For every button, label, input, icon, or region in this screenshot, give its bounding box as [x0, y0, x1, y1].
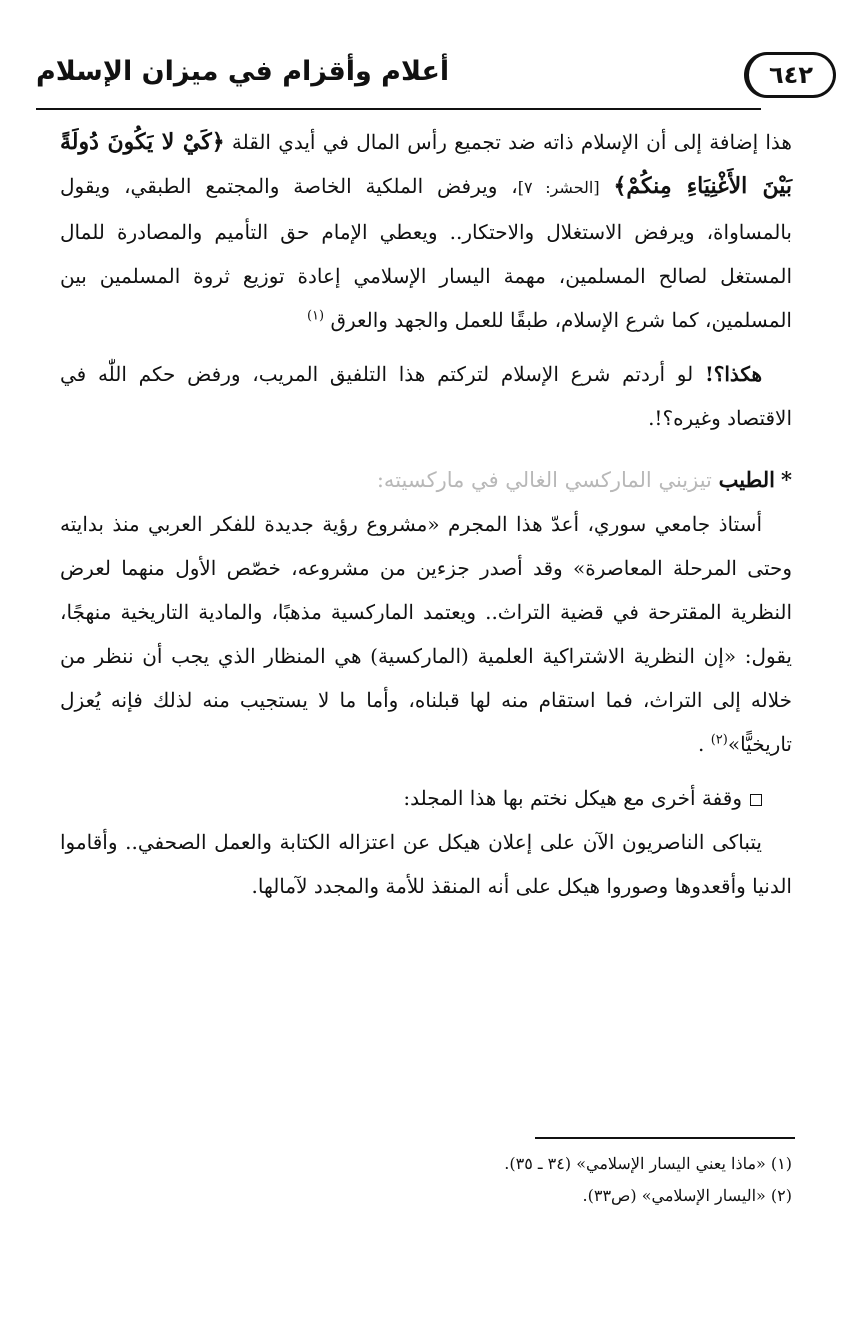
- paragraph-5-text: يتباكى الناصريون الآن على إعلان هيكل عن اعتزاله الكتابة والعمل الصحفي.. وأقاموا الدنيا وأقعدوها وصوروا هيكل على أنه المنقذ للأمة والمجدد لآمالها.: [60, 830, 792, 898]
- paragraph-3: [60, 502, 792, 766]
- footnote-rule: [535, 1137, 795, 1139]
- page-body: [60, 120, 792, 908]
- paragraph-2: [60, 352, 792, 440]
- paragraph-4-text: وقفة أخرى مع هيكل نختم بها هذا المجلد:: [403, 786, 742, 810]
- page-header: [36, 46, 836, 106]
- paragraph-3-text: أستاذ جامعي سوري، أعدّ هذا المجرم «مشروع رؤية جديدة للفكر العربي منذ بدايته وحتى المرحلة المعاصرة» وقد أصدر جزءين من مشروعه، خصّص الأول منهما لعرض النظرية المقترحة في قضية التراث.. ويعتمد الماركسية مذهبًا، والمادية التاريخية منهجًا، يقول: «إن النظرية الاشتراكية العلمية (الماركسية) هي المنظار الذي يجب أن ننظر من خلاله إلى التراث، فما استقام منه لها قبلناه، وأما ما لا يستجيب منه لذلك فإنه يُعزل تاريخيًّا»: [60, 512, 793, 756]
- paragraph-1-text-a: هذا إضافة إلى أن الإسلام ذاته ضد تجميع رأس المال في أيدي القلة: [231, 130, 792, 154]
- checkbox-bullet-icon: [750, 794, 762, 806]
- page-number: ٦٤٢: [769, 61, 813, 89]
- paragraph-4: [60, 776, 792, 820]
- paragraph-2-text: لو أردتم شرع الإسلام لتركتم هذا التلفيق المريب، ورفض حكم اللّٰه في الاقتصاد وغيره؟!.: [60, 362, 792, 430]
- paragraph-3-end: .: [697, 732, 705, 756]
- entry-name: الطيب: [718, 467, 776, 492]
- page-number-badge: [744, 52, 836, 98]
- quran-verse: ﴿كَيْ لا يَكُونَ دُولَةً بَيْنَ الأَغْنِيَاءِ مِنكُمْ﴾: [60, 129, 793, 199]
- entry-heading: [60, 458, 792, 502]
- paragraph-2-lead: هكذا؟!: [704, 362, 762, 386]
- paragraph-1-text-b: ، ويرفض الملكية الخاصة والمجتمع الطبقي، ويقول بالمساواة، ويرفض الاستغلال والاحتكار.. ويعطي الإمام حق التأميم والمصادرة للمال المستغل لصالح المسلمين، مهمة اليسار الإسلامي إعادة توزيع ثروة المسلمين بين المسلمين، كما شرع الإسلام، طبقًا للعمل والجهد والعرق: [60, 174, 792, 332]
- header-rule: [36, 108, 761, 110]
- footnote-1: (١) «ماذا يعني اليسار الإسلامي» (٣٤ ـ ٣٥).: [504, 1154, 792, 1173]
- running-title: أعلام وأقزام في ميزان الإسلام: [36, 56, 450, 87]
- paragraph-1: [60, 120, 792, 342]
- paragraph-5: [60, 820, 792, 908]
- footnotes: [60, 1148, 792, 1212]
- entry-name-faded: تيزيني الماركسي الغالي في ماركسيته:: [376, 468, 712, 492]
- star-bullet: *: [781, 467, 792, 492]
- footnote-marker-1: (١): [306, 308, 325, 324]
- footnote-marker-2: (٢): [710, 732, 728, 748]
- verse-reference: [الحشر: ٧]: [517, 178, 600, 197]
- footnote-2: (٢) «اليسار الإسلامي» (ص٣٣).: [582, 1186, 792, 1205]
